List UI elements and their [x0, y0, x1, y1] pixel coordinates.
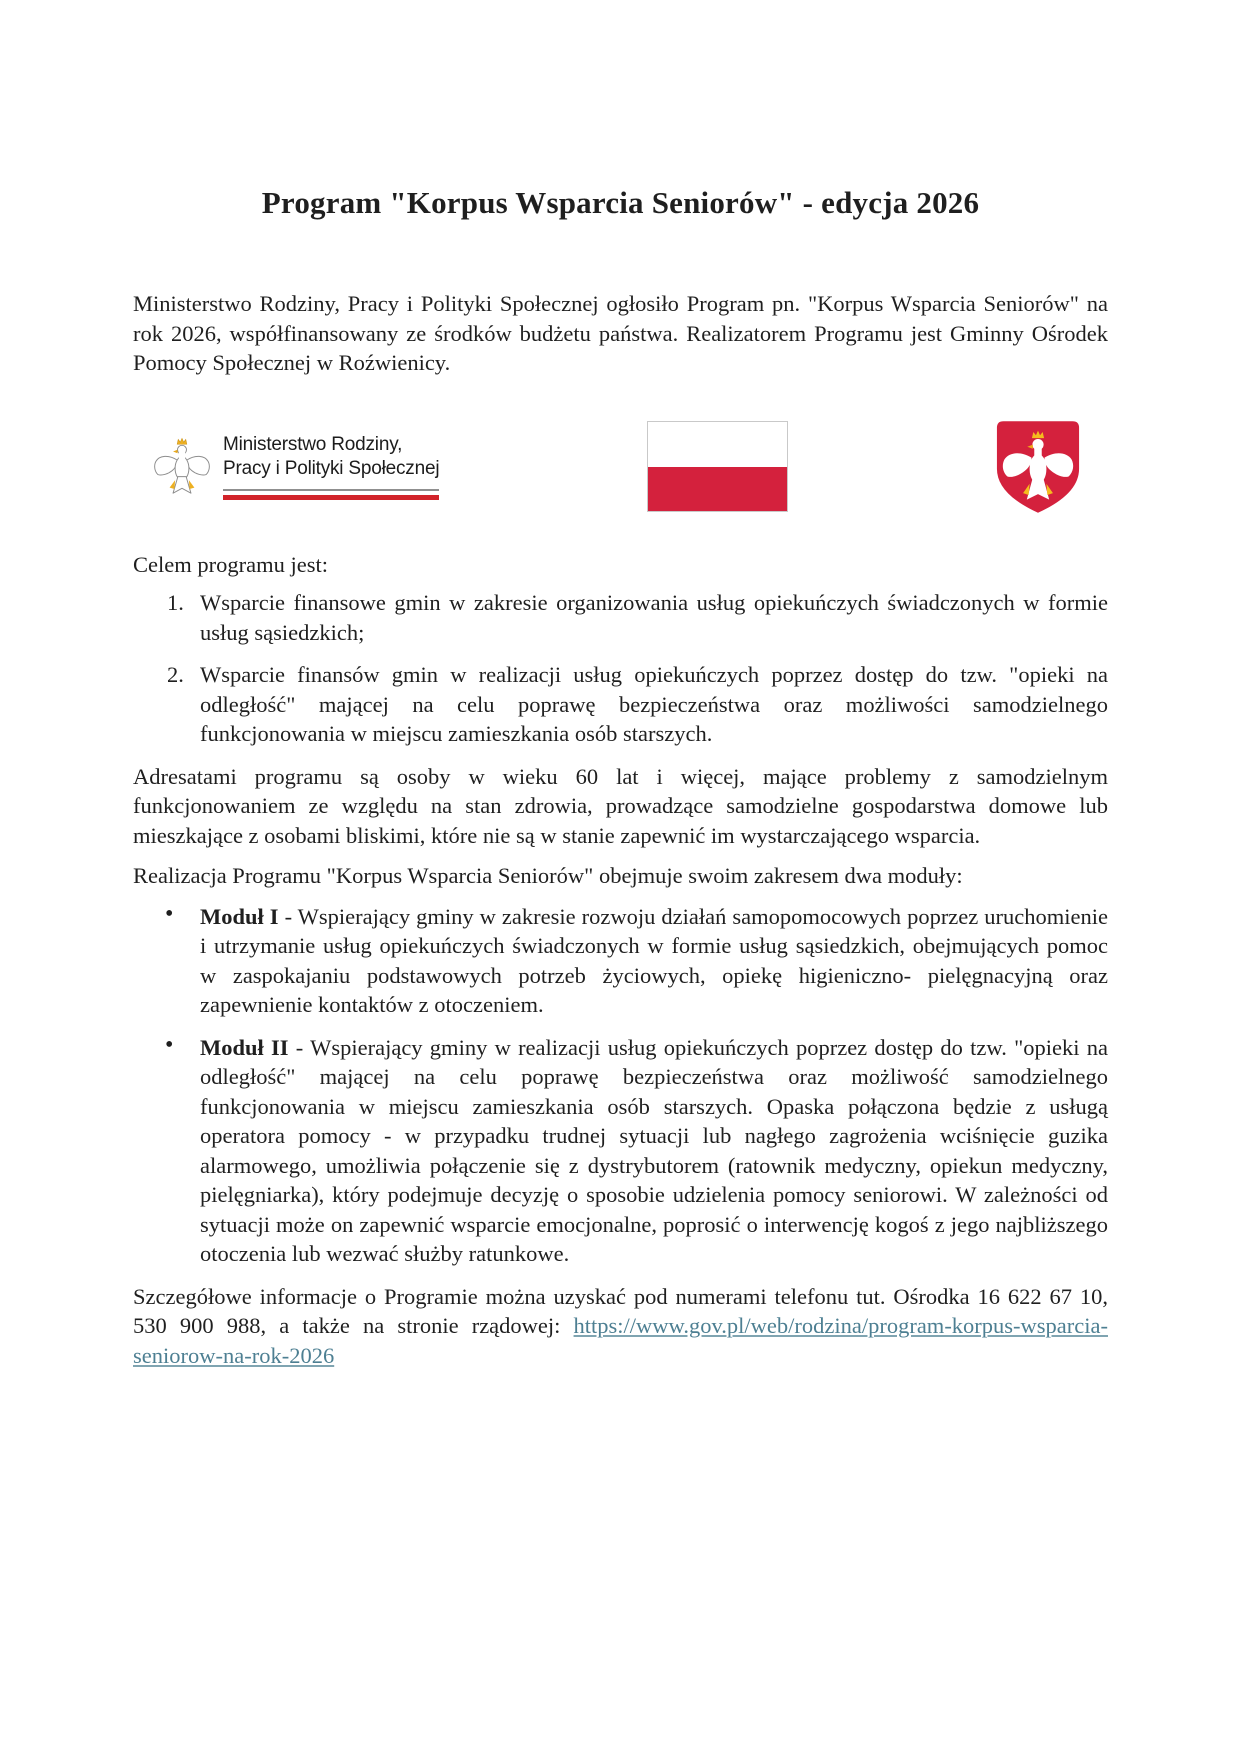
goal-text: Wsparcie finansów gmin w realizacji usług opiekuńczych poprzez dostęp do tzw. "opieki na odległość" mającej na celu poprawę bezpieczeństwa oraz możliwości samodzielnego funkcjonowania w miejscu zamieszkania osób starszych.: [200, 662, 1108, 746]
module-name: Moduł II: [200, 1034, 289, 1060]
coat-of-arms-icon: [996, 419, 1080, 515]
module-text: - Wspierający gminy w realizacji usług opiekuńczych poprzez dostęp do tzw. "opieki na odległość" mającej na celu poprawę bezpieczeństwa oraz możliwość samodzielnego funkcjonowania w miejscu zamieszkania osób starszych. Opaska połączona będzie z usługą operatora pomocy - w przypadku trudnej sytuacji lub nagłego zagrożenia wciśnięcie guzika alarmowego, umożliwia połączenie się z dystrybutorem (ratownik medyczny, opiekun medyczny, pielęgniarka), który podejmuje decyzję o sposobie udzielenia pomocy seniorowi. W zależności od sytuacji może on zapewnić wsparcie emocjonalne, poprosić o interwencję kogoś z jego najbliższego otoczenia lub wezwać służby ratunkowe.: [200, 1034, 1108, 1266]
bullet-icon: •: [165, 900, 174, 927]
ministry-eagle-icon: [151, 423, 213, 511]
modules-list: [133, 902, 1108, 1269]
list-number: 1.: [167, 590, 184, 615]
gov-program-link[interactable]: https://www.gov.pl/web/rodzina/program-korpus-wsparcia-seniorow-na-rok-2026: [133, 1313, 1108, 1368]
page-title: Program "Korpus Wsparcia Seniorów" - edycja 2026: [261, 185, 980, 220]
footer-text: Szczegółowe informacje o Programie można uzyskać pod numerami telefonu tut. Ośrodka 16 622 67 10, 530 900 988, a także na stronie rządowej:: [133, 1283, 1108, 1338]
module-item-1: [133, 902, 1108, 1020]
audience-paragraph: Adresatami programu są osoby w wieku 60 lat i więcej, mające problemy z samodzielnym funkcjonowaniem ze względu na stan zdrowia, prowadzące samodzielne gospodarstwa domowe lub mieszkające z osobami bliskimi, które nie są w stanie zapewnić im wystarczającego wsparcia.: [133, 763, 1108, 848]
module-item-2: [133, 1033, 1108, 1269]
goal-item-1: [133, 588, 1108, 647]
list-number: 2.: [167, 662, 184, 687]
goal-heading: Celem programu jest:: [133, 551, 328, 577]
module-text: - Wspierający gminy w zakresie rozwoju działań samopomocowych poprzez uruchomienie i utrzymanie usług opiekuńczych świadczonych w formie usług sąsiedzkich, obejmujących pomoc w zaspokajaniu podstawowych potrzeb życiowych, opiekę higieniczno- pielęgnacyjną oraz zapewnienie kontaktów z otoczeniem.: [200, 903, 1108, 1017]
goal-text: Wsparcie finansowe gmin w zakresie organizowania usług opiekuńczych świadczonych w formie usług sąsiedzkich;: [200, 590, 1108, 645]
poland-flag-icon: [647, 421, 788, 512]
logos-row: [133, 418, 1108, 516]
ministry-name-line1: Ministerstwo Rodziny,: [223, 433, 403, 455]
modules-intro-paragraph: Realizacja Programu "Korpus Wsparcia Seniorów" obejmuje swoim zakresem dwa moduły:: [133, 863, 963, 888]
bullet-icon: •: [165, 1031, 174, 1058]
ministry-logo-text: [223, 423, 439, 500]
flag-white-stripe: [648, 422, 787, 467]
goals-list: [133, 588, 1108, 749]
ministry-name-line2: Pracy i Polityki Społecznej: [223, 457, 440, 479]
module-name: Moduł I: [200, 903, 279, 929]
footer-paragraph: [133, 1282, 1108, 1371]
intro-paragraph: Ministerstwo Rodziny, Pracy i Polityki Społecznej ogłosiło Program pn. "Korpus Wsparcia Seniorów" na rok 2026, współfinansowany ze środków budżetu państwa. Realizatorem Programu jest Gminny Ośrodek Pomocy Społecznej w Roźwienicy.: [133, 291, 1108, 375]
ministry-flag-stripe: [223, 489, 439, 500]
ministry-logo: [151, 423, 439, 511]
goal-item-2: [133, 660, 1108, 749]
flag-red-stripe: [648, 467, 787, 512]
